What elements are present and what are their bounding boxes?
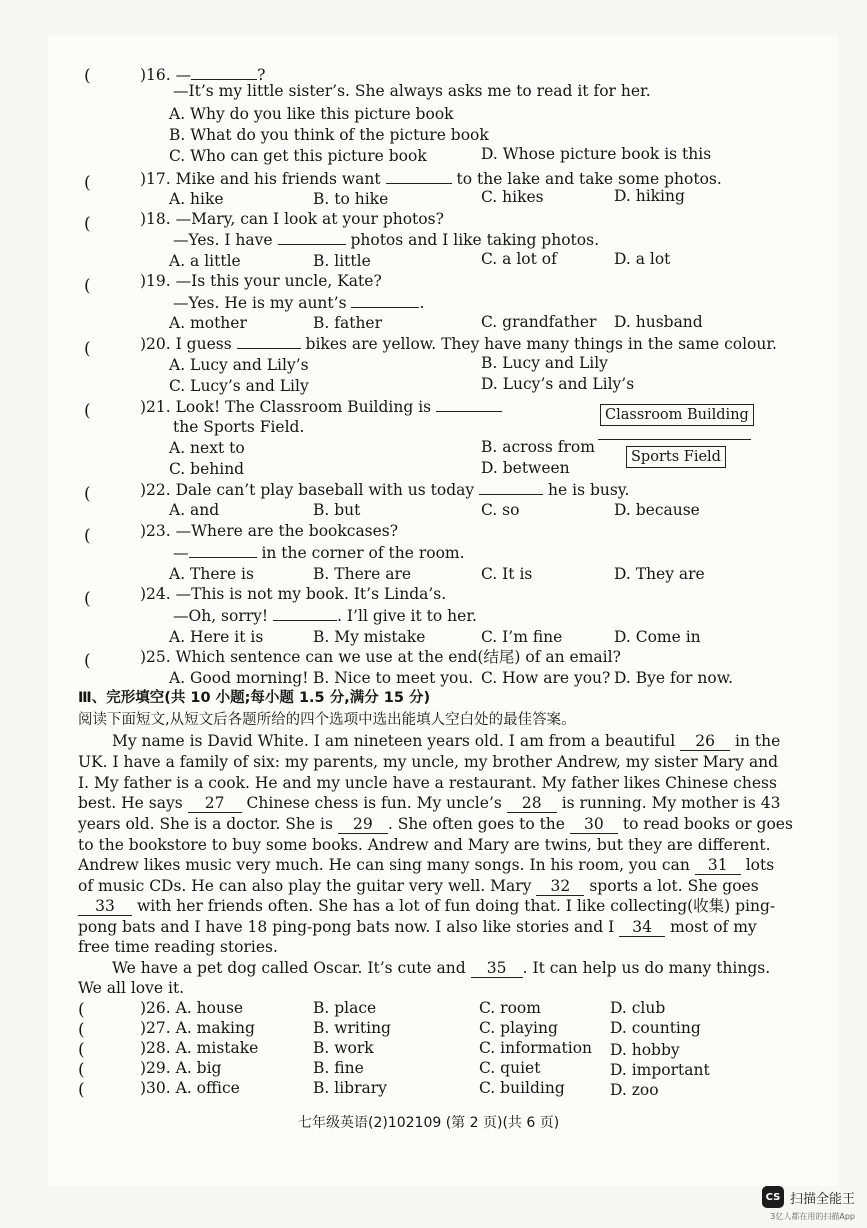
passage-line: of music CDs. He can also play the guitar very well. Mary 32 sports a lot. She goes [78, 877, 759, 895]
q28-option-c: C. information [479, 1039, 593, 1057]
q18-option-a: A. a little [169, 252, 241, 270]
q17-option-d: D. hiking [614, 187, 685, 205]
q18-stem: )18. —Mary, can I look at your photos? [140, 210, 444, 228]
q17-option-c: C. hikes [481, 188, 544, 206]
passage-line: Andrew likes music very much. He can sing many songs. In his room, you can 31 lots [78, 856, 775, 874]
q27-stem: )27. A. making [140, 1019, 255, 1037]
q23-dialogue: — in the corner of the room. [173, 544, 465, 562]
q24-stem: )24. —This is not my book. It’s Linda’s. [140, 585, 447, 603]
passage-line: best. He says 27 Chinese chess is fun. My uncle’s 28 is running. My mother is 43 [78, 794, 781, 812]
q22-option-a: A. and [169, 501, 220, 519]
q24-option-b: B. My mistake [313, 628, 426, 646]
answer-paren: ( [84, 173, 91, 193]
q29-option-c: C. quiet [479, 1059, 541, 1077]
q20-option-a: A. Lucy and Lily’s [169, 356, 309, 374]
q18-dialogue: —Yes. I have photos and I like taking photos. [173, 231, 599, 249]
q19-option-d: D. husband [614, 313, 703, 331]
passage-line: to the bookstore to buy some books. Andrew and Mary are twins, but they are different. [78, 836, 771, 854]
q19-option-c: C. grandfather [481, 313, 597, 331]
q17-option-b: B. to hike [313, 190, 389, 208]
q16-option-d: D. Whose picture book is this [481, 145, 712, 163]
q28-stem: )28. A. mistake [140, 1039, 259, 1057]
q21-stem-cont: the Sports Field. [173, 418, 305, 436]
q27-option-d: D. counting [610, 1019, 701, 1037]
q23-option-c: C. It is [481, 565, 533, 583]
q18-option-c: C. a lot of [481, 250, 557, 268]
q16-option-b: B. What do you think of the picture book [169, 126, 489, 144]
road-line [598, 439, 751, 440]
passage-line: 33 with her friends often. She has a lot of fun doing that. I like collecting(收集) ping- [78, 896, 775, 916]
q20-option-b: B. Lucy and Lily [481, 354, 608, 372]
answer-paren: ( [84, 589, 91, 609]
q25-option-b: B. Nice to meet you. [313, 669, 474, 687]
answer-paren: ( [84, 214, 91, 234]
answer-paren: ( [84, 651, 91, 671]
q18-option-d: D. a lot [614, 250, 671, 268]
q24-option-c: C. I’m fine [481, 628, 563, 646]
q21-option-a: A. next to [169, 439, 245, 457]
answer-paren: ( [84, 339, 91, 359]
q19-stem: )19. —Is this your uncle, Kate? [140, 272, 382, 290]
q21-option-b: B. across from [481, 438, 595, 456]
answer-paren: ( [84, 401, 91, 421]
q18-option-b: B. little [313, 252, 371, 270]
q21-option-c: C. behind [169, 460, 245, 478]
q19-option-b: B. father [313, 314, 383, 332]
q16-option-a: A. Why do you like this picture book [169, 105, 454, 123]
sports-field-box: Sports Field [626, 446, 726, 468]
passage-line: years old. She is a doctor. She is 29 . She often goes to the 30 to read books or goes [78, 815, 793, 833]
q21-stem: )21. Look! The Classroom Building is [140, 396, 502, 417]
q27-option-b: B. writing [313, 1019, 391, 1037]
q19-dialogue: —Yes. He is my aunt’s . [173, 294, 425, 312]
q22-option-d: D. because [614, 501, 700, 519]
q17-stem: )17. Mike and his friends want to the lake and take some photos. [140, 170, 722, 188]
q30-option-b: B. library [313, 1079, 387, 1097]
classroom-building-box: Classroom Building [600, 404, 754, 426]
answer-paren: ( [78, 1000, 85, 1020]
q26-option-d: D. club [610, 999, 666, 1017]
q30-option-c: C. building [479, 1079, 565, 1097]
passage-line: My name is David White. I am nineteen years old. I am from a beautiful 26 in the [112, 732, 781, 750]
q20-option-d: D. Lucy’s and Lily’s [481, 375, 635, 393]
answer-paren: ( [78, 1040, 85, 1060]
q23-option-d: D. They are [614, 565, 705, 583]
q23-stem: )23. —Where are the bookcases? [140, 522, 399, 540]
passage-line: I. My father is a cook. He and my uncle have a restaurant. My father likes Chinese chess [78, 774, 777, 792]
q21-option-d: D. between [481, 459, 570, 477]
q25-stem: )25. Which sentence can we use at the end(结尾) of an email? [140, 648, 621, 666]
q22-option-c: C. so [481, 501, 520, 519]
q22-option-b: B. but [313, 501, 361, 519]
q23-option-b: B. There are [313, 565, 412, 583]
answer-paren: ( [84, 484, 91, 504]
q17-option-a: A. hike [169, 190, 224, 208]
q16-dialogue: —It’s my little sister’s. She always asks me to read it for her. [173, 82, 651, 100]
section-title: Ⅲ、完形填空(共 10 小题;每小题 1.5 分,满分 15 分) [78, 690, 431, 706]
q29-option-d: D. important [610, 1061, 710, 1079]
passage-line: UK. I have a family of six: my parents, my uncle, my brother Andrew, my sister Mary and [78, 753, 779, 771]
answer-paren: ( [78, 1020, 85, 1040]
answer-paren: ( [84, 276, 91, 296]
q25-option-a: A. Good morning! [169, 669, 309, 687]
q16-option-c: C. Who can get this picture book [169, 147, 427, 165]
q16-stem: )16. — ? [140, 66, 266, 84]
q28-option-d: D. hobby [610, 1041, 680, 1059]
answer-paren: ( [84, 526, 91, 546]
watermark-tagline: 3亿人都在用的扫描App [770, 1212, 855, 1221]
scanner-watermark [762, 1186, 855, 1208]
passage-line: pong bats and I have 18 ping-pong bats now. I also like stories and I 34 most of my [78, 918, 757, 936]
answer-paren: ( [84, 66, 91, 86]
q24-option-d: D. Come in [614, 628, 701, 646]
q22-stem: )22. Dale can’t play baseball with us today he is busy. [140, 481, 630, 499]
q24-dialogue: —Oh, sorry! . I’ll give it to her. [173, 607, 477, 625]
camscanner-icon: CS [762, 1186, 784, 1208]
watermark-name: 扫描全能王 [789, 1191, 855, 1207]
q30-option-d: D. zoo [610, 1081, 659, 1099]
passage-line: We have a pet dog called Oscar. It’s cute and 35 . It can help us do many things. [112, 959, 771, 977]
q25-option-c: C. How are you? [481, 669, 611, 687]
q27-option-c: C. playing [479, 1019, 558, 1037]
answer-paren: ( [78, 1060, 85, 1080]
passage-line: We all love it. [78, 979, 185, 997]
answer-paren: ( [78, 1080, 85, 1100]
q29-option-b: B. fine [313, 1059, 364, 1077]
section-instruction: 阅读下面短文,从短文后各题所给的四个选项中选出能填人空白处的最佳答案。 [78, 712, 576, 728]
q19-option-a: A. mother [169, 314, 247, 332]
q26-option-b: B. place [313, 999, 377, 1017]
q30-stem: )30. A. office [140, 1079, 240, 1097]
q28-option-b: B. work [313, 1039, 374, 1057]
q24-option-a: A. Here it is [169, 628, 264, 646]
page-footer: 七年级英语(2)102109 (第 2 页)(共 6 页) [298, 1115, 560, 1131]
q20-stem: )20. I guess bikes are yellow. They have many things in the same colour. [140, 335, 777, 353]
q29-stem: )29. A. big [140, 1059, 222, 1077]
passage-line: free time reading stories. [78, 938, 278, 956]
q25-option-d: D. Bye for now. [614, 669, 734, 687]
q26-option-c: C. room [479, 999, 541, 1017]
q20-option-c: C. Lucy’s and Lily [169, 377, 309, 395]
q23-option-a: A. There is [169, 565, 254, 583]
q26-stem: )26. A. house [140, 999, 244, 1017]
